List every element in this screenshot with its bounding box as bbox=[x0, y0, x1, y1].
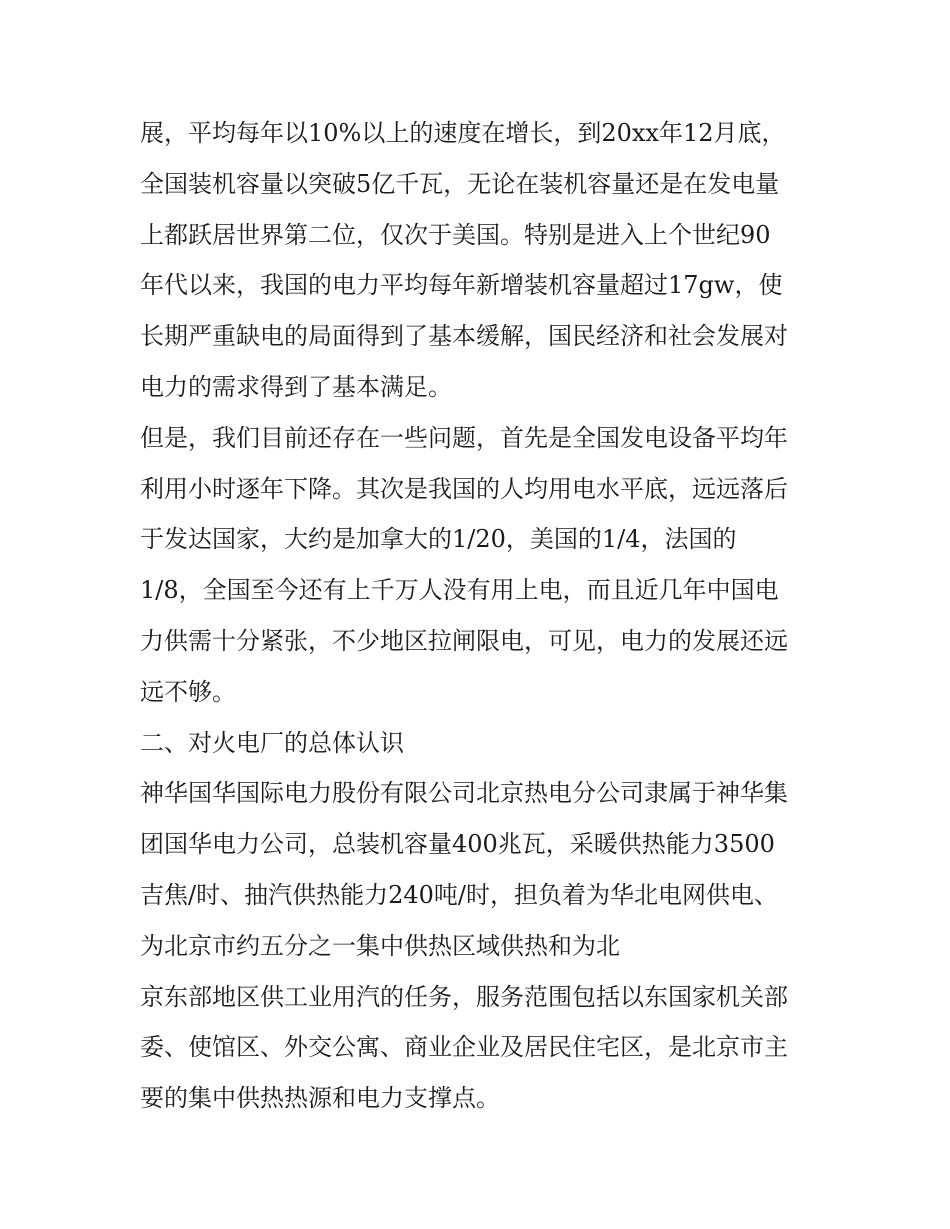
text-line: 长期严重缺电的局面得到了基本缓解，国民经济和社会发展对 bbox=[140, 322, 788, 351]
text-line: 为北京市约五分之一集中供热区域供热和为北 bbox=[140, 931, 620, 960]
text-line: 委、使馆区、外交公寓、商业企业及居民住宅区，是北京市主 bbox=[140, 1033, 788, 1062]
text-line: 于发达国家，大约是加拿大的1/20，美国的1/4，法国的 bbox=[140, 525, 737, 554]
text-line: 1/8，全国至今还有上千万人没有用上电，而且近几年中国电 bbox=[140, 576, 779, 605]
text-line: 上都跃居世界第二位，仅次于美国。特别是进入上个世纪90 bbox=[140, 220, 771, 249]
text-line: 展，平均每年以10%以上的速度在增长，到20xx年12月底， bbox=[140, 119, 786, 147]
text-line: 神华国华国际电力股份有限公司北京热电分公司隶属于神华集 bbox=[140, 779, 788, 808]
text-line: 年代以来，我国的电力平均每年新增装机容量超过17gw，使 bbox=[140, 271, 783, 300]
text-line: 要的集中供热热源和电力支撑点。 bbox=[140, 1084, 500, 1113]
text-line: 利用小时逐年下降。其次是我国的人均用电水平底，远远落后 bbox=[140, 474, 788, 503]
section-heading: 二、对火电厂的总体认识 bbox=[140, 728, 404, 757]
text-line: 力供需十分紧张，不少地区拉闸限电，可见，电力的发展还远 bbox=[140, 626, 788, 655]
document-page bbox=[140, 108, 820, 1124]
text-line: 全国装机容量以突破5亿千瓦，无论在装机容量还是在发电量 bbox=[140, 169, 780, 198]
text-line: 远不够。 bbox=[140, 677, 236, 706]
text-line: 团国华电力公司，总装机容量400兆瓦，采暖供热能力3500 bbox=[140, 830, 775, 859]
text-line: 吉焦/时、抽汽供热能力240吨/时，担负着为华北电网供电、 bbox=[140, 880, 778, 909]
text-line: 京东部地区供工业用汽的任务，服务范围包括以东国家机关部 bbox=[140, 982, 788, 1011]
text-line: 但是，我们目前还存在一些问题，首先是全国发电设备平均年 bbox=[140, 423, 788, 452]
text-line: 电力的需求得到了基本满足。 bbox=[140, 372, 452, 401]
